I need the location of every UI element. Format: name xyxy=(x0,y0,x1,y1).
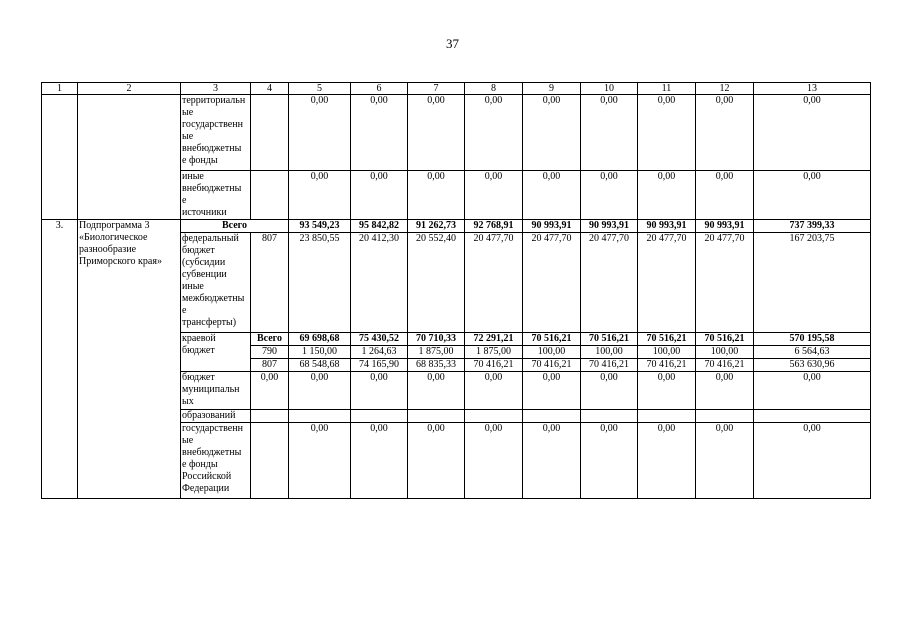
row-number-cell xyxy=(42,95,78,171)
code-cell xyxy=(251,410,289,423)
value-cell: 0,00 xyxy=(638,423,696,499)
page-number: 37 xyxy=(446,36,459,51)
value-cell: 0,00 xyxy=(408,423,465,499)
value-cell xyxy=(696,410,754,423)
value-cell: 0,00 xyxy=(408,171,465,220)
value-cell: 0,00 xyxy=(754,372,871,410)
value-cell: 91 262,73 xyxy=(408,220,465,233)
value-cell: 72 291,21 xyxy=(465,333,523,346)
value-cell xyxy=(581,410,638,423)
column-number: 2 xyxy=(78,83,181,95)
value-cell: 0,00 xyxy=(351,95,408,171)
value-cell: 1 875,00 xyxy=(408,346,465,359)
program-name: Подпрограмма 3 «Биологическое разнообразие Приморского края» xyxy=(78,220,181,499)
value-cell: 70 416,21 xyxy=(696,359,754,372)
value-cell: 0,00 xyxy=(581,95,638,171)
value-cell: 100,00 xyxy=(696,346,754,359)
value-cell: 20 412,30 xyxy=(351,233,408,333)
value-cell: 0,00 xyxy=(696,372,754,410)
column-number: 7 xyxy=(408,83,465,95)
value-cell: 737 399,33 xyxy=(754,220,871,233)
value-cell: 23 850,55 xyxy=(289,233,351,333)
value-cell: 20 477,70 xyxy=(696,233,754,333)
code-cell: 790 xyxy=(251,346,289,359)
value-cell: 167 203,75 xyxy=(754,233,871,333)
value-cell: 563 630,96 xyxy=(754,359,871,372)
code-cell: Всего xyxy=(251,333,289,346)
value-cell: 92 768,91 xyxy=(465,220,523,233)
column-number: 3 xyxy=(181,83,251,95)
value-cell: 70 416,21 xyxy=(581,359,638,372)
code-cell: 807 xyxy=(251,359,289,372)
value-cell xyxy=(465,410,523,423)
value-cell: 0,00 xyxy=(289,423,351,499)
total-label: Всего xyxy=(181,220,289,233)
value-cell: 0,00 xyxy=(523,95,581,171)
value-cell: 0,00 xyxy=(289,372,351,410)
value-cell: 0,00 xyxy=(581,372,638,410)
value-cell xyxy=(351,410,408,423)
value-cell: 0,00 xyxy=(581,423,638,499)
value-cell: 74 165,90 xyxy=(351,359,408,372)
value-cell: 1 264,63 xyxy=(351,346,408,359)
table-row xyxy=(42,171,871,220)
value-cell: 0,00 xyxy=(754,423,871,499)
column-number: 10 xyxy=(581,83,638,95)
value-cell: 0,00 xyxy=(696,95,754,171)
column-number: 12 xyxy=(696,83,754,95)
value-cell: 95 842,82 xyxy=(351,220,408,233)
value-cell: 0,00 xyxy=(523,423,581,499)
value-cell: 90 993,91 xyxy=(581,220,638,233)
value-cell: 0,00 xyxy=(289,171,351,220)
value-cell: 70 516,21 xyxy=(638,333,696,346)
value-cell: 20 477,70 xyxy=(465,233,523,333)
column-number: 11 xyxy=(638,83,696,95)
value-cell: 90 993,91 xyxy=(638,220,696,233)
value-cell: 0,00 xyxy=(408,95,465,171)
source-label: краевой бюджет xyxy=(181,333,251,372)
value-cell: 0,00 xyxy=(581,171,638,220)
value-cell: 0,00 xyxy=(351,171,408,220)
value-cell: 0,00 xyxy=(465,95,523,171)
value-cell: 69 698,68 xyxy=(289,333,351,346)
row-number-cell xyxy=(42,171,78,220)
column-number: 4 xyxy=(251,83,289,95)
value-cell: 0,00 xyxy=(408,372,465,410)
value-cell xyxy=(638,410,696,423)
value-cell xyxy=(408,410,465,423)
source-label: федеральный бюджет (субсидии субвенции иные межбюджетны е трансферты) xyxy=(181,233,251,333)
value-cell: 90 993,91 xyxy=(523,220,581,233)
value-cell: 0,00 xyxy=(523,372,581,410)
value-cell: 0,00 xyxy=(754,95,871,171)
column-number: 9 xyxy=(523,83,581,95)
value-cell: 0,00 xyxy=(465,171,523,220)
value-cell: 1 875,00 xyxy=(465,346,523,359)
value-cell: 0,00 xyxy=(754,171,871,220)
value-cell: 70 516,21 xyxy=(581,333,638,346)
value-cell: 70 516,21 xyxy=(523,333,581,346)
value-cell: 0,00 xyxy=(638,372,696,410)
value-cell: 0,00 xyxy=(465,423,523,499)
table-row xyxy=(42,220,871,233)
code-cell xyxy=(251,171,289,220)
value-cell: 6 564,63 xyxy=(754,346,871,359)
value-cell: 70 516,21 xyxy=(696,333,754,346)
value-cell: 20 477,70 xyxy=(581,233,638,333)
program-name-cell xyxy=(78,171,181,220)
column-number: 5 xyxy=(289,83,351,95)
value-cell: 570 195,58 xyxy=(754,333,871,346)
column-number: 1 xyxy=(42,83,78,95)
value-cell: 100,00 xyxy=(523,346,581,359)
code-cell xyxy=(251,423,289,499)
value-cell: 0,00 xyxy=(696,423,754,499)
source-label: иные внебюджетны е источники xyxy=(181,171,251,220)
value-cell: 70 416,21 xyxy=(523,359,581,372)
value-cell: 100,00 xyxy=(638,346,696,359)
value-cell: 68 548,68 xyxy=(289,359,351,372)
value-cell xyxy=(523,410,581,423)
value-cell: 0,00 xyxy=(465,372,523,410)
value-cell: 100,00 xyxy=(581,346,638,359)
value-cell xyxy=(754,410,871,423)
column-number: 6 xyxy=(351,83,408,95)
value-cell: 70 416,21 xyxy=(465,359,523,372)
value-cell: 0,00 xyxy=(696,171,754,220)
row-number: 3. xyxy=(42,220,78,499)
source-label: бюджет муниципальн ых xyxy=(181,372,251,410)
value-cell: 1 150,00 xyxy=(289,346,351,359)
source-label: государственн ые внебюджетны е фонды Российской Федерации xyxy=(181,423,251,499)
value-cell: 0,00 xyxy=(523,171,581,220)
value-cell: 0,00 xyxy=(351,372,408,410)
program-name-cell xyxy=(78,95,181,171)
code-cell: 0,00 xyxy=(251,372,289,410)
column-number: 8 xyxy=(465,83,523,95)
value-cell: 20 477,70 xyxy=(523,233,581,333)
value-cell: 93 549,23 xyxy=(289,220,351,233)
code-cell: 807 xyxy=(251,233,289,333)
table-row xyxy=(42,95,871,171)
column-number-row xyxy=(42,83,871,95)
value-cell: 0,00 xyxy=(351,423,408,499)
value-cell: 70 710,33 xyxy=(408,333,465,346)
value-cell: 0,00 xyxy=(638,171,696,220)
source-label: образований xyxy=(181,410,251,423)
value-cell: 90 993,91 xyxy=(696,220,754,233)
value-cell: 20 552,40 xyxy=(408,233,465,333)
value-cell xyxy=(289,410,351,423)
value-cell: 0,00 xyxy=(638,95,696,171)
value-cell: 75 430,52 xyxy=(351,333,408,346)
column-number: 13 xyxy=(754,83,871,95)
value-cell: 0,00 xyxy=(289,95,351,171)
value-cell: 70 416,21 xyxy=(638,359,696,372)
budget-table xyxy=(41,82,871,499)
code-cell xyxy=(251,95,289,171)
value-cell: 68 835,33 xyxy=(408,359,465,372)
source-label: территориальн ые государственн ые внебюджетны е фонды xyxy=(181,95,251,171)
value-cell: 20 477,70 xyxy=(638,233,696,333)
